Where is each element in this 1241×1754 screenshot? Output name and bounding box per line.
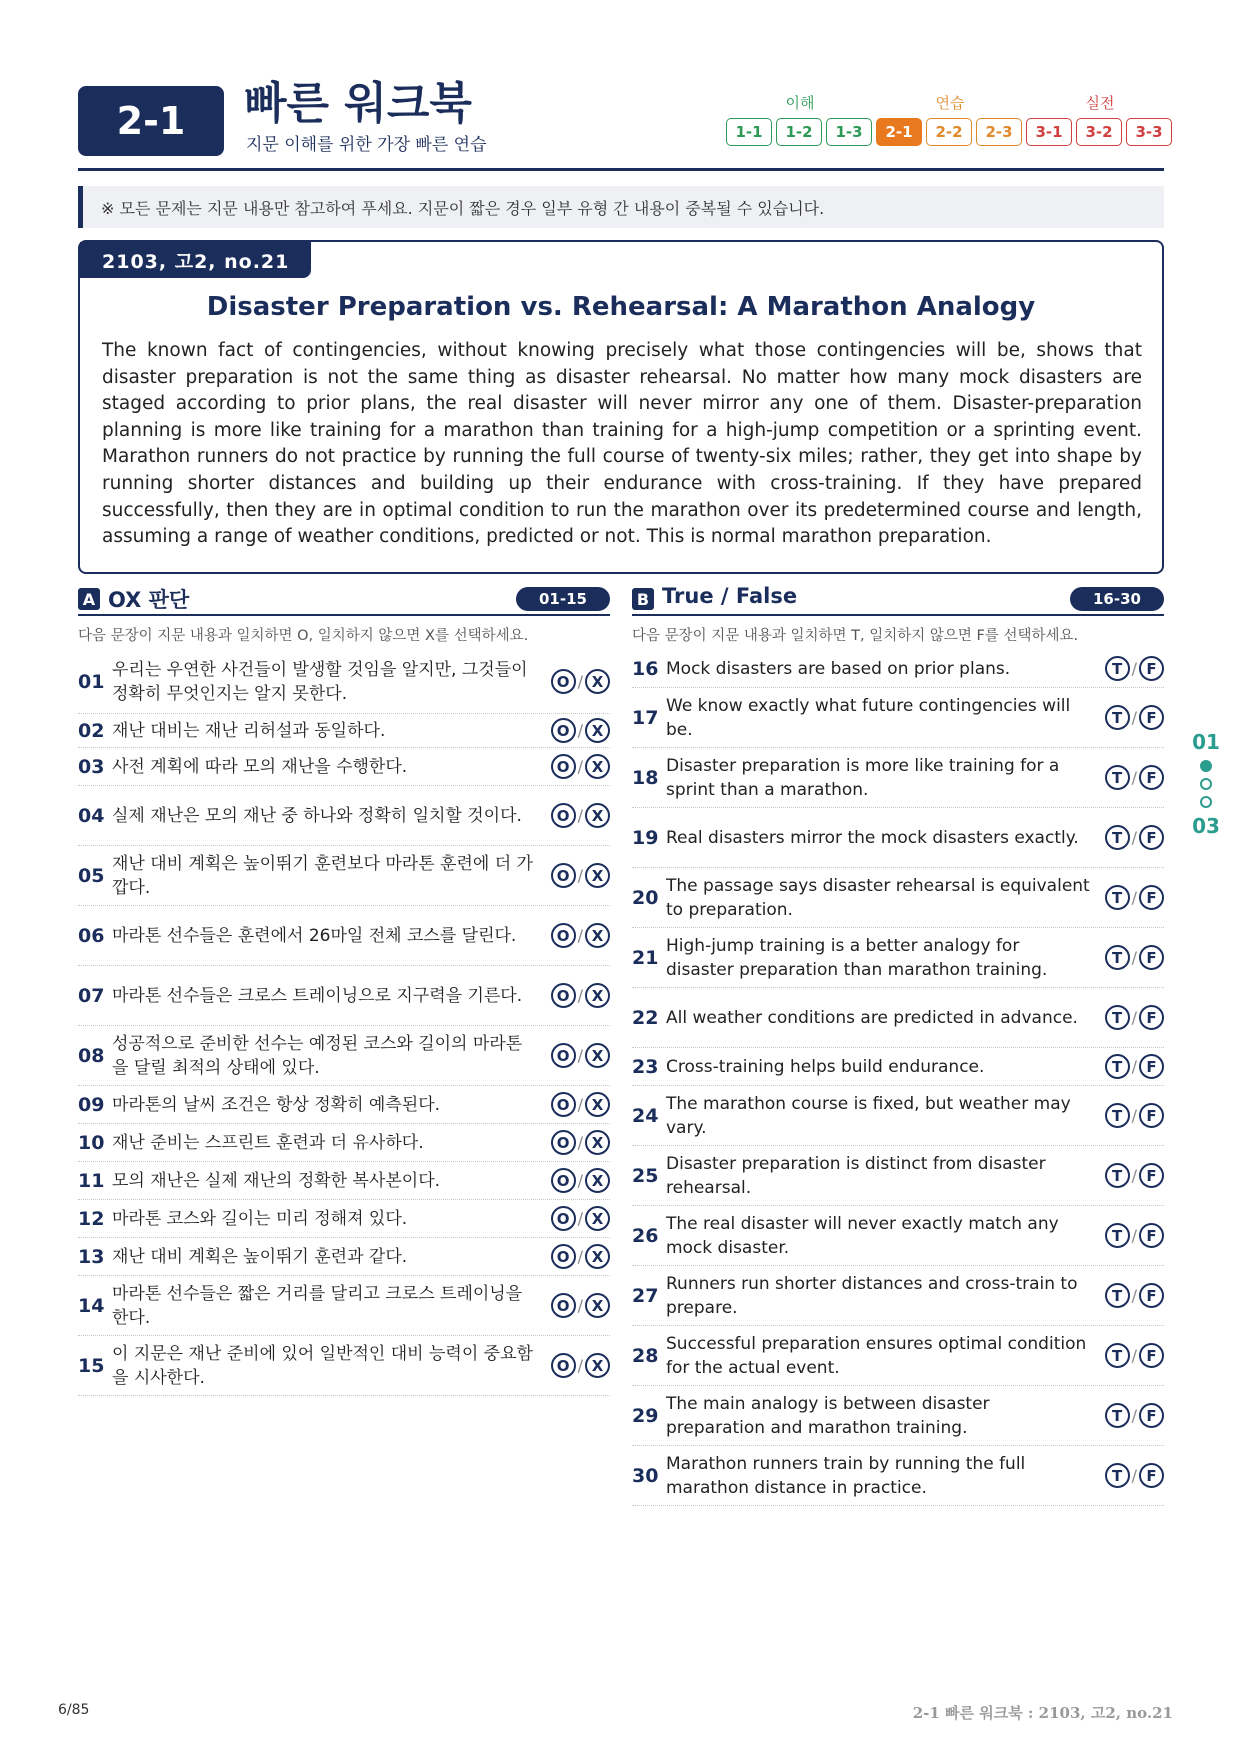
option-o-circle[interactable]: O <box>551 923 576 948</box>
section-b-rule <box>632 614 1164 616</box>
question-number: 26 <box>632 1224 659 1247</box>
level-label-practice: 연습 <box>935 94 965 112</box>
question-number: 30 <box>632 1464 659 1487</box>
option-o-circle[interactable]: O <box>551 718 576 743</box>
question-text: 재난 대비 계획은 높이뛰기 훈련과 같다. <box>112 1246 408 1267</box>
question-row: 24 The marathon course is fixed, but weather may vary. T / F <box>632 1086 1164 1146</box>
section-a-instruction: 다음 문장이 지문 내용과 일치하면 O, 일치하지 않으면 X를 선택하세요. <box>78 628 529 644</box>
question-number: 12 <box>78 1207 105 1230</box>
option-t-circle[interactable]: T <box>1105 1283 1130 1308</box>
question-row: 15 이 지문은 재난 준비에 있어 일반적인 대비 능력이 중요함을 시사한다. O / X <box>78 1336 610 1396</box>
question-number: 28 <box>632 1344 659 1367</box>
question-text: The main analogy is between disaster preparation and marathon training. <box>666 1393 990 1438</box>
question-row: 23 Cross-training helps build endurance. T / F <box>632 1048 1164 1086</box>
option-t-circle[interactable]: T <box>1105 1223 1130 1248</box>
question-row: 10 재난 준비는 스프린트 훈련과 더 유사하다. O / X <box>78 1124 610 1162</box>
question-number: 23 <box>632 1055 659 1078</box>
question-number: 04 <box>78 804 105 827</box>
question-row: 12 마라톤 코스와 길이는 미리 정해져 있다. O / X <box>78 1200 610 1238</box>
question-number: 03 <box>78 755 105 778</box>
question-text: Mock disasters are based on prior plans. <box>666 658 1011 679</box>
question-number: 08 <box>78 1044 105 1067</box>
tab-1-1[interactable]: 1-1 <box>726 118 772 146</box>
option-o-circle[interactable]: O <box>551 1168 576 1193</box>
footer-reference: 2-1 빠른 워크북 : 2103, 고2, no.21 <box>912 1704 1173 1722</box>
option-t-circle[interactable]: T <box>1105 825 1130 850</box>
section-b-header <box>632 584 1164 614</box>
question-text: 재난 대비 계획은 높이뛰기 훈련보다 마라톤 훈련에 더 가깝다. <box>112 853 533 898</box>
question-row: 18 Disaster preparation is more like training for a sprint than a marathon. T / F <box>632 748 1164 808</box>
question-text: 사전 계획에 따라 모의 재난을 수행한다. <box>112 756 408 777</box>
question-row: 27 Runners run shorter distances and cross-train to prepare. T / F <box>632 1266 1164 1326</box>
option-x-circle[interactable]: X <box>585 1293 610 1318</box>
question-text: Disaster preparation is more like training for a sprint than a marathon. <box>666 755 1060 800</box>
option-x-circle[interactable]: X <box>585 863 610 888</box>
question-row: 20 The passage says disaster rehearsal is equivalent to preparation. T / F <box>632 868 1164 928</box>
footer-page-number: 6/85 <box>58 1702 90 1718</box>
question-text: We know exactly what future contingencies will be. <box>666 695 1071 740</box>
question-number: 13 <box>78 1245 105 1268</box>
notice-text: ※ 모든 문제는 지문 내용만 참고하여 푸세요. 지문이 짧은 경우 일부 유형 간 내용이 중복될 수 있습니다. <box>101 198 825 218</box>
page-subtitle: 지문 이해를 위한 가장 빠른 연습 <box>246 135 487 155</box>
option-t-circle[interactable]: T <box>1105 1163 1130 1188</box>
question-text: The real disaster will never exactly match any mock disaster. <box>666 1213 1059 1258</box>
question-text: 성공적으로 준비한 선수는 예정된 코스와 길이의 마라톤을 달릴 최적의 상태에 있다. <box>112 1033 523 1078</box>
option-t-circle[interactable]: T <box>1105 765 1130 790</box>
option-x-circle[interactable]: X <box>585 1092 610 1117</box>
option-x-circle[interactable]: X <box>585 754 610 779</box>
question-number: 18 <box>632 766 659 789</box>
option-t-circle[interactable]: T <box>1105 1463 1130 1488</box>
question-text: 마라톤의 날씨 조건은 항상 정확히 예측된다. <box>112 1094 441 1115</box>
question-number: 15 <box>78 1354 105 1377</box>
option-o-circle[interactable]: O <box>551 1130 576 1155</box>
question-row: 25 Disaster preparation is distinct from disaster rehearsal. T / F <box>632 1146 1164 1206</box>
question-text: Cross-training helps build endurance. <box>666 1056 985 1077</box>
tab-3-3[interactable]: 3-3 <box>1126 118 1172 146</box>
tab-3-2[interactable]: 3-2 <box>1076 118 1122 146</box>
option-x-circle[interactable]: X <box>585 1206 610 1231</box>
question-row: 08 성공적으로 준비한 선수는 예정된 코스와 길이의 마라톤을 달릴 최적의 상태에 있다. O / X <box>78 1026 610 1086</box>
question-number: 17 <box>632 706 659 729</box>
notice-bar <box>78 186 1164 228</box>
question-number: 10 <box>78 1131 105 1154</box>
unit-badge: 2-1 <box>78 86 224 156</box>
question-number: 09 <box>78 1093 105 1116</box>
header-rule <box>78 168 1164 171</box>
option-f-circle[interactable]: F <box>1139 945 1164 970</box>
question-row: 19 Real disasters mirror the mock disasters exactly. T / F <box>632 808 1164 868</box>
option-f-circle[interactable]: F <box>1139 1223 1164 1248</box>
question-row: 13 재난 대비 계획은 높이뛰기 훈련과 같다. O / X <box>78 1238 610 1276</box>
option-t-circle[interactable]: T <box>1105 885 1130 910</box>
question-text: High-jump training is a better analogy for disaster preparation than marathon training. <box>666 935 1048 980</box>
option-t-circle[interactable]: T <box>1105 705 1130 730</box>
option-t-circle[interactable]: T <box>1105 1103 1130 1128</box>
option-t-circle[interactable]: T <box>1105 1005 1130 1030</box>
section-b-letter: B <box>632 588 654 610</box>
option-x-circle[interactable]: X <box>585 803 610 828</box>
side-progress-indicator <box>1186 730 1226 838</box>
question-row: 17 We know exactly what future contingencies will be. T / F <box>632 688 1164 748</box>
option-o-circle[interactable]: O <box>551 669 576 694</box>
option-f-circle[interactable]: F <box>1139 705 1164 730</box>
question-text: 모의 재난은 실제 재난의 정확한 복사본이다. <box>112 1170 441 1191</box>
option-f-circle[interactable]: F <box>1139 825 1164 850</box>
question-number: 07 <box>78 984 105 1007</box>
option-x-circle[interactable]: X <box>585 983 610 1008</box>
question-text: 마라톤 선수들은 짧은 거리를 달리고 크로스 트레이닝을 한다. <box>112 1283 523 1328</box>
question-text: 이 지문은 재난 준비에 있어 일반적인 대비 능력이 중요함을 시사한다. <box>112 1343 533 1388</box>
tab-2-2[interactable]: 2-2 <box>926 118 972 146</box>
question-number: 06 <box>78 924 105 947</box>
section-a-rule <box>78 614 610 616</box>
question-row: 29 The main analogy is between disaster preparation and marathon training. T / F <box>632 1386 1164 1446</box>
option-f-circle[interactable]: F <box>1139 1403 1164 1428</box>
question-text: Successful preparation ensures optimal condition for the actual event. <box>666 1333 1087 1378</box>
section-b-instruction: 다음 문장이 지문 내용과 일치하면 T, 일치하지 않으면 F를 선택하세요. <box>632 628 1079 644</box>
question-row: 11 모의 재난은 실제 재난의 정확한 복사본이다. O / X <box>78 1162 610 1200</box>
question-number: 20 <box>632 886 659 909</box>
tab-1-2[interactable]: 1-2 <box>776 118 822 146</box>
option-x-circle[interactable]: X <box>585 1244 610 1269</box>
option-t-circle[interactable]: T <box>1105 656 1130 681</box>
level-tabs <box>726 90 1174 148</box>
question-number: 14 <box>78 1294 105 1317</box>
section-a-title: OX 판단 <box>108 588 190 612</box>
progress-dot-filled-icon <box>1200 760 1212 772</box>
question-row: 04 실제 재난은 모의 재난 중 하나와 정확히 일치할 것이다. O / X <box>78 786 610 846</box>
question-text: Disaster preparation is distinct from disaster rehearsal. <box>666 1153 1046 1198</box>
option-o-circle[interactable]: O <box>551 983 576 1008</box>
option-o-circle[interactable]: O <box>551 1092 576 1117</box>
option-o-circle[interactable]: O <box>551 1244 576 1269</box>
question-row: 07 마라톤 선수들은 크로스 트레이닝으로 지구력을 기른다. O / X <box>78 966 610 1026</box>
progress-dot-icon <box>1200 796 1212 808</box>
option-f-circle[interactable]: F <box>1139 1054 1164 1079</box>
option-x-circle[interactable]: X <box>585 1043 610 1068</box>
passage-title: Disaster Preparation vs. Rehearsal: A Marathon Analogy <box>206 292 1036 322</box>
level-label-understanding: 이해 <box>785 94 815 112</box>
question-number: 11 <box>78 1169 105 1192</box>
option-o-circle[interactable]: O <box>551 803 576 828</box>
section-b-range: 16-30 <box>1070 587 1164 611</box>
option-o-circle[interactable]: O <box>551 1353 576 1378</box>
option-o-circle[interactable]: O <box>551 1293 576 1318</box>
tab-2-3[interactable]: 2-3 <box>976 118 1022 146</box>
option-t-circle[interactable]: T <box>1105 945 1130 970</box>
question-number: 19 <box>632 826 659 849</box>
question-number: 27 <box>632 1284 659 1307</box>
question-number: 01 <box>78 670 105 693</box>
option-f-circle[interactable]: F <box>1139 656 1164 681</box>
question-row: 28 Successful preparation ensures optimal condition for the actual event. T / F <box>632 1326 1164 1386</box>
section-a-header <box>78 584 610 614</box>
option-f-circle[interactable]: F <box>1139 1343 1164 1368</box>
option-f-circle[interactable]: F <box>1139 1463 1164 1488</box>
option-x-circle[interactable]: X <box>585 1353 610 1378</box>
question-row: 02 재난 대비는 재난 리허설과 동일하다. O / X <box>78 714 610 748</box>
question-text: Runners run shorter distances and cross-train to prepare. <box>666 1273 1078 1318</box>
question-text: 재난 대비는 재난 리허설과 동일하다. <box>112 720 386 741</box>
option-o-circle[interactable]: O <box>551 754 576 779</box>
option-t-circle[interactable]: T <box>1105 1343 1130 1368</box>
option-t-circle[interactable]: T <box>1105 1403 1130 1428</box>
option-f-circle[interactable]: F <box>1139 765 1164 790</box>
tab-2-1[interactable]: 2-1 <box>876 118 922 146</box>
level-label-actual: 실전 <box>1085 94 1115 112</box>
question-row: 22 All weather conditions are predicted in advance. T / F <box>632 988 1164 1048</box>
question-row: 26 The real disaster will never exactly match any mock disaster. T / F <box>632 1206 1164 1266</box>
option-x-circle[interactable]: X <box>585 669 610 694</box>
question-number: 05 <box>78 864 105 887</box>
question-text: 마라톤 선수들은 크로스 트레이닝으로 지구력을 기른다. <box>112 985 523 1006</box>
option-f-circle[interactable]: F <box>1139 1005 1164 1030</box>
question-row: 05 재난 대비 계획은 높이뛰기 훈련보다 마라톤 훈련에 더 가깝다. O / X <box>78 846 610 906</box>
question-text: All weather conditions are predicted in advance. <box>666 1007 1078 1028</box>
question-row: 06 마라톤 선수들은 훈련에서 26마일 전체 코스를 달린다. O / X <box>78 906 610 966</box>
question-text: 실제 재난은 모의 재난 중 하나와 정확히 일치할 것이다. <box>112 805 522 826</box>
tab-3-1[interactable]: 3-1 <box>1026 118 1072 146</box>
question-number: 25 <box>632 1164 659 1187</box>
option-t-circle[interactable]: T <box>1105 1054 1130 1079</box>
option-f-circle[interactable]: F <box>1139 885 1164 910</box>
section-a-letter: A <box>78 588 100 610</box>
question-number: 16 <box>632 657 659 680</box>
question-number: 22 <box>632 1006 659 1029</box>
question-number: 24 <box>632 1104 659 1127</box>
side-indicator-bottom: 03 <box>1192 814 1220 838</box>
source-tag: 2103, 고2, no.21 <box>80 242 311 278</box>
section-a-list <box>78 650 610 1396</box>
question-row: 01 우리는 우연한 사건들이 발생할 것임을 알지만, 그것들이 정확히 무엇인지는 알지 못한다. O / X <box>78 650 610 714</box>
question-number: 29 <box>632 1404 659 1427</box>
question-text: 우리는 우연한 사건들이 발생할 것임을 알지만, 그것들이 정확히 무엇인지는 알지 못한다. <box>112 659 528 704</box>
section-b-title: True / False <box>662 584 798 608</box>
question-number: 02 <box>78 719 105 742</box>
option-f-circle[interactable]: F <box>1139 1163 1164 1188</box>
question-text: Marathon runners train by running the full marathon distance in practice. <box>666 1453 1026 1498</box>
question-text: 마라톤 선수들은 훈련에서 26마일 전체 코스를 달린다. <box>112 925 517 946</box>
option-x-circle[interactable]: X <box>585 718 610 743</box>
option-o-circle[interactable]: O <box>551 863 576 888</box>
option-x-circle[interactable]: X <box>585 923 610 948</box>
progress-dot-icon <box>1200 778 1212 790</box>
question-row: 21 High-jump training is a better analogy for disaster preparation than marathon training. T / F <box>632 928 1164 988</box>
option-o-circle[interactable]: O <box>551 1043 576 1068</box>
question-row: 30 Marathon runners train by running the full marathon distance in practice. T / F <box>632 1446 1164 1506</box>
option-f-circle[interactable]: F <box>1139 1103 1164 1128</box>
side-indicator-top: 01 <box>1192 730 1220 754</box>
option-f-circle[interactable]: F <box>1139 1283 1164 1308</box>
option-x-circle[interactable]: X <box>585 1130 610 1155</box>
tab-1-3[interactable]: 1-3 <box>826 118 872 146</box>
question-text: 재난 준비는 스프린트 훈련과 더 유사하다. <box>112 1132 424 1153</box>
question-number: 21 <box>632 946 659 969</box>
section-a-range: 01-15 <box>516 587 610 611</box>
section-b-list <box>632 650 1164 1506</box>
option-x-circle[interactable]: X <box>585 1168 610 1193</box>
question-text: The passage says disaster rehearsal is equivalent to preparation. <box>666 875 1090 920</box>
question-row: 09 마라톤의 날씨 조건은 항상 정확히 예측된다. O / X <box>78 1086 610 1124</box>
page-title: 빠른 워크북 <box>244 78 472 129</box>
option-o-circle[interactable]: O <box>551 1206 576 1231</box>
passage-text: The known fact of contingencies, without knowing precisely what those contingencies will be, shows that disaster preparation is not the same thing as disaster rehearsal. No matter how many mock disasters are staged according to prior plans, the real disaster will never mirror any one of them. Disaster-preparation planning is more like training for a marathon than training for a high-jump competition or a sprinting event. Marathon runners do not practice by running the full course of twenty-six miles; rather, they get into shape by running shorter distances and building up their endurance with cross-training. If they have prepared successfully, then they are in optimal condition to run the marathon over its predetermined course and length, assuming a range of weather conditions, predicted or not. This is normal marathon preparation. <box>102 340 1142 548</box>
question-text: The marathon course is fixed, but weather may vary. <box>666 1093 1071 1138</box>
question-row: 03 사전 계획에 따라 모의 재난을 수행한다. O / X <box>78 748 610 786</box>
question-text: Real disasters mirror the mock disasters exactly. <box>666 827 1079 848</box>
question-row: 14 마라톤 선수들은 짧은 거리를 달리고 크로스 트레이닝을 한다. O / X <box>78 1276 610 1336</box>
question-row: 16 Mock disasters are based on prior plans. T / F <box>632 650 1164 688</box>
tab-row <box>726 118 1172 146</box>
question-text: 마라톤 코스와 길이는 미리 정해져 있다. <box>112 1208 408 1229</box>
